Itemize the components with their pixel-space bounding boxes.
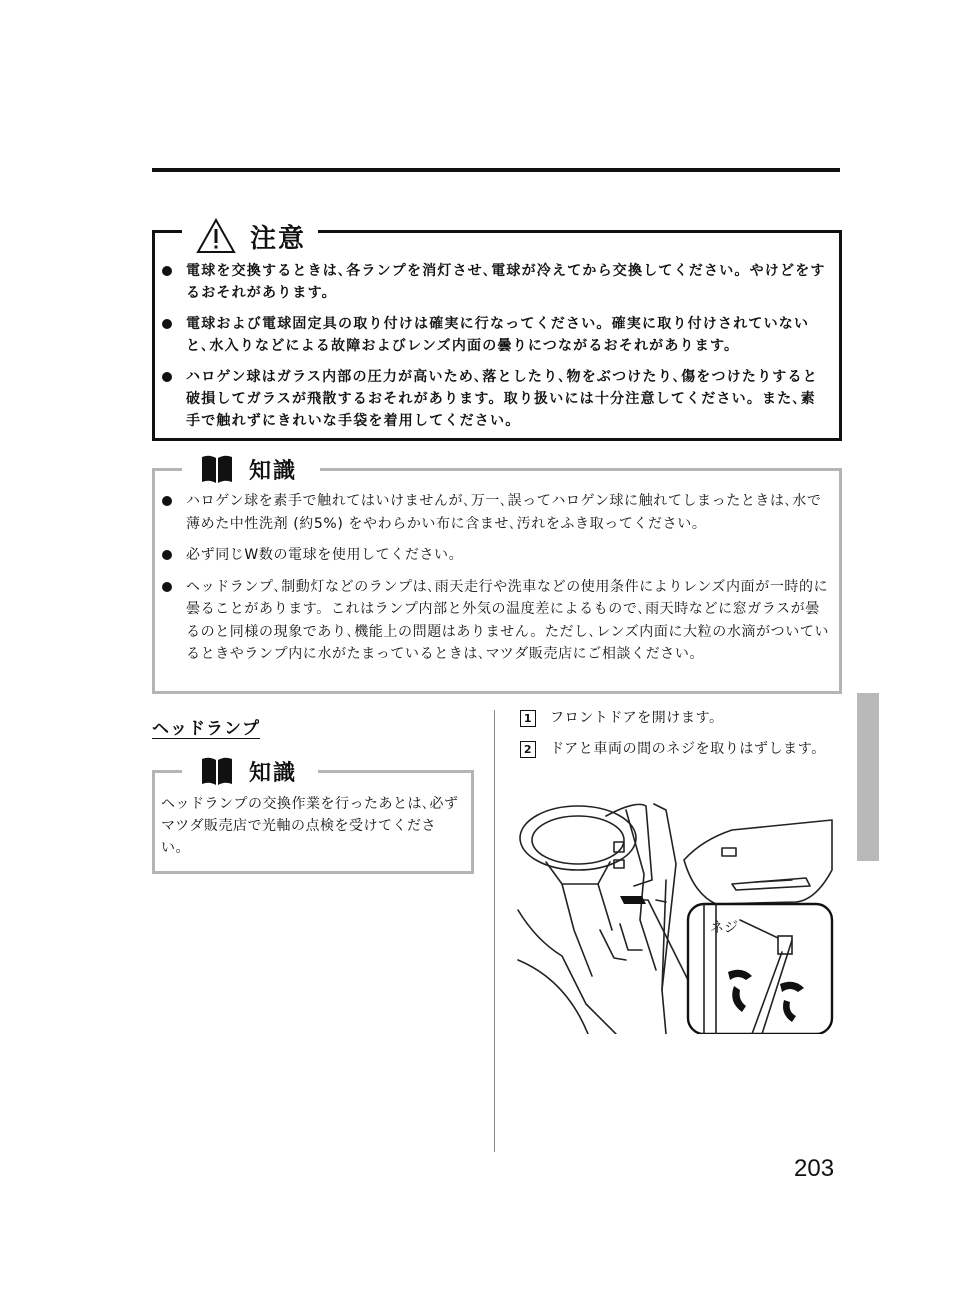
bullet-icon [162,582,172,592]
knowledge-item: 必ず同じW数の電球を使用してください。 [160,544,830,567]
knowledge-list [160,490,830,675]
knowledge-title: 知識 [249,459,298,484]
bullet-icon [162,550,172,560]
top-rule [152,168,840,172]
knowledge-item: ハロゲン球を素手で触れてはいけませんが､万一､誤ってハロゲン球に触れてしまったときは､水で薄めた中性洗剤 (約5%) をやわらかい布に含ませ､汚れをふき取ってください。 [160,490,830,535]
step-number: 1 [520,710,536,727]
bullet-icon [162,372,172,382]
knowledge-item: ヘッドランプ､制動灯などのランプは､雨天走行や洗車などの使用条件によりレンズ内面が一時的に曇ることがあります。これはランプ内部と外気の温度差によるもので､雨天時などに窓ガラスが曇るのと同様の現象であり､機能上の問題はありません。ただし､レンズ内面に大粒の水滴がついているときやランプ内に水がたまっているときは､マツダ販売店にご相談ください。 [160,576,830,666]
door-screw-illustration [516,790,838,1034]
page-number: 203 [794,1155,835,1182]
screw-label: ネジ [710,920,738,936]
bullet-icon [162,266,172,276]
headlamp-knowledge-text: ヘッドランプの交換作業を行ったあとは､必ずマツダ販売店で光軸の点検を受けてください。 [161,796,459,856]
open-book-icon [200,755,234,787]
bullet-icon [162,496,172,506]
caution-title: 注意 [250,224,307,254]
open-book-icon [200,453,234,485]
caution-item: 電球および電球固定具の取り付けは確実に行なってください。確実に取り付けされていないと､水入りなどによる故障およびレンズ内面の曇りにつながるおそれがあります。 [160,313,830,357]
section-heading-headlamp: ヘッドランプ [152,719,260,739]
caution-list [160,260,830,441]
procedure-steps [520,708,842,770]
step-item: 1 フロントドアを開けます。 [520,708,842,728]
warning-triangle-icon [196,218,236,254]
section-side-tab [857,693,879,861]
bullet-icon [162,319,172,329]
step-item: 2 ドアと車両の間のネジを取りはずします。 [520,739,842,759]
caution-item: 電球を交換するときは､各ランプを消灯させ､電球が冷えてから交換してください。やけどをするおそれがあります。 [160,260,830,304]
column-divider [494,710,495,1152]
step-number: 2 [520,741,536,758]
caution-item: ハロゲン球はガラス内部の圧力が高いため､落としたり､物をぶつけたり､傷をつけたりすると破損してガラスが飛散するおそれがあります。取り扱いには十分注意してください。また､素手で触れずにきれいな手袋を着用してください。 [160,366,830,432]
knowledge-title: 知識 [249,761,298,786]
